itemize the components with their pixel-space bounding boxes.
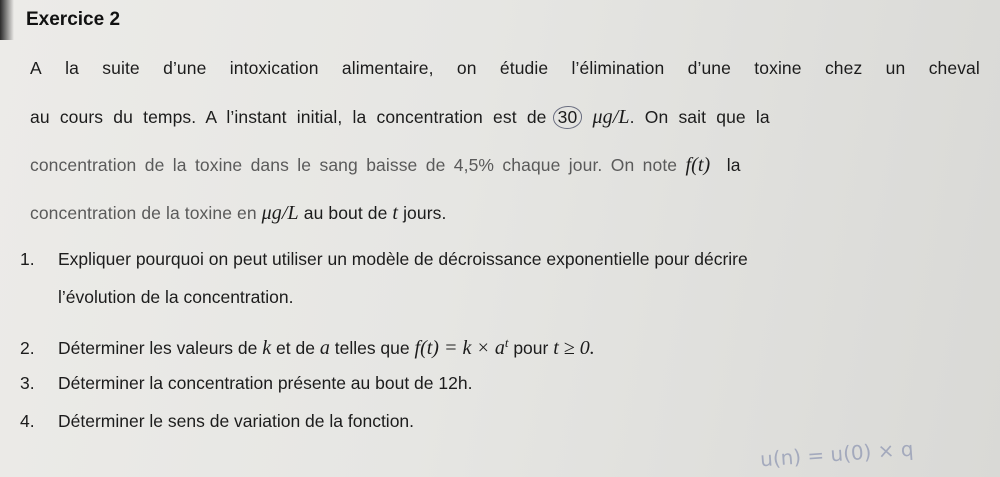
function-math: f(t) — [685, 154, 711, 176]
question-text: Déterminer le sens de variation de la fonction. — [58, 411, 415, 431]
text-segment: la — [726, 155, 741, 175]
circled-value: 30 — [553, 106, 583, 129]
question-number: 1. — [20, 249, 35, 269]
paragraph-line-4 — [30, 202, 446, 225]
question-number: 4. — [20, 411, 35, 431]
variable-math: t — [392, 202, 399, 224]
paragraph-line-3 — [30, 154, 741, 177]
text-segment: au cours du temps. A l’instant initial, la concentration est de — [30, 107, 547, 127]
unit-math: μg/L — [592, 106, 630, 128]
word: intoxication — [229, 58, 319, 78]
text-segment: pour — [513, 337, 549, 358]
paragraph-line-1 — [30, 58, 980, 79]
text-segment: concentration de la toxine dans le sang baisse de 4,5% chaque jour. On note — [30, 155, 678, 175]
word: suite — [102, 58, 140, 78]
text-segment: concentration de la toxine en — [30, 203, 257, 223]
word: cheval — [928, 58, 980, 78]
question-4 — [20, 411, 414, 432]
word: d’une — [163, 58, 207, 78]
question-1-continued — [58, 287, 293, 308]
question-text: Déterminer la concentration présente au bout de 12h. — [58, 373, 473, 393]
word: alimentaire, — [341, 58, 434, 78]
question-number: 3. — [20, 373, 35, 393]
exercise-title: Exercice 2 — [26, 9, 121, 30]
formula-math: f(t) = k × a — [414, 336, 505, 359]
text-segment: jours. — [403, 203, 447, 223]
text-segment: . On sait que la — [629, 107, 770, 127]
exponent-math: t — [504, 335, 509, 350]
text-segment: et de — [276, 337, 315, 358]
word: on — [456, 58, 477, 78]
word: chez — [824, 58, 863, 78]
question-2 — [20, 335, 595, 360]
word: étudie — [499, 58, 549, 78]
handwritten-note: u(n) = u(0) × q — [759, 436, 915, 472]
question-text: Expliquer pourquoi on peut utiliser un modèle de décroissance exponentielle pour décrire — [58, 249, 748, 269]
word: l’élimination — [571, 58, 665, 78]
question-3 — [20, 373, 472, 394]
word: toxine — [754, 58, 802, 78]
unit-math: μg/L — [261, 202, 299, 224]
variable-math: k — [262, 336, 272, 359]
word: la — [65, 58, 79, 78]
question-1 — [20, 249, 748, 270]
word: un — [885, 58, 906, 78]
text-segment: telles que — [334, 337, 410, 358]
word: d’une — [687, 58, 731, 78]
variable-math: a — [319, 336, 330, 359]
text-segment: Déterminer les valeurs de — [58, 337, 258, 358]
text-segment: au bout de — [303, 203, 388, 223]
condition-math: t ≥ 0. — [553, 336, 595, 359]
question-text: l’évolution de la concentration. — [58, 287, 294, 307]
page-edge-shadow — [0, 0, 14, 40]
question-number: 2. — [20, 337, 35, 358]
word: A — [30, 58, 42, 78]
paragraph-line-2 — [30, 106, 770, 129]
